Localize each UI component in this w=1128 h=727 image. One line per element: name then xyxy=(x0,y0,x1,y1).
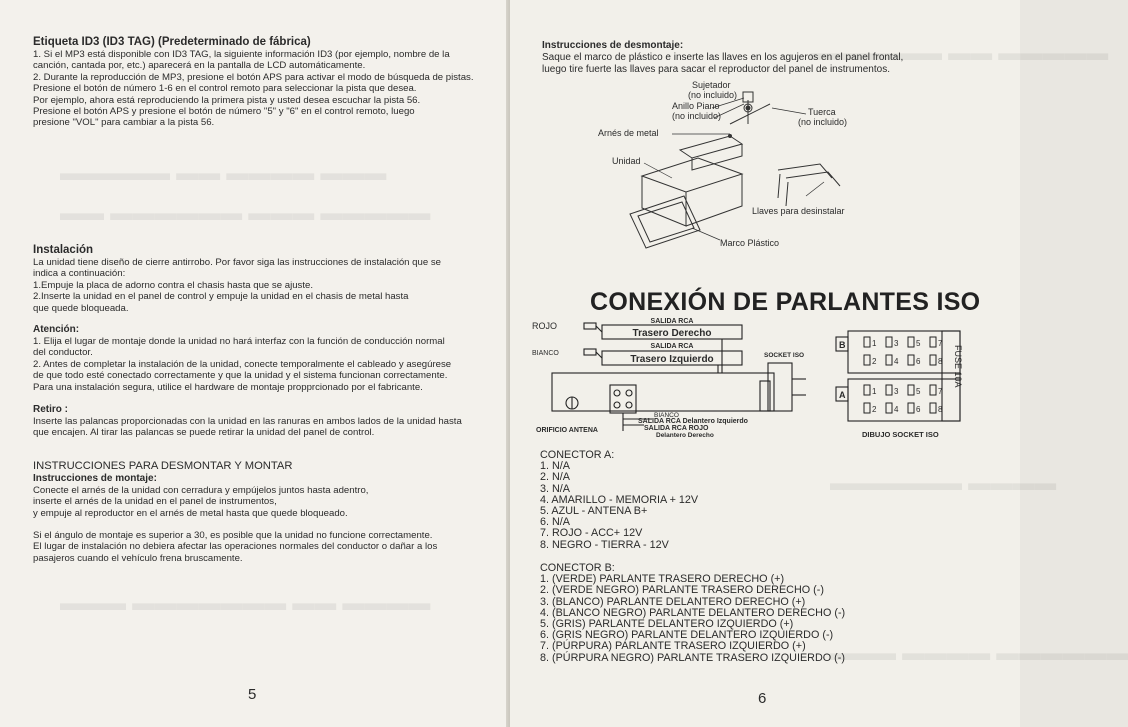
connector-b-item: 3. (BLANCO) PARLANTE DELANTERO DERECHO (+) xyxy=(540,595,806,608)
desmontaje-line: Saque el marco de plástico e inserte las llaves en los agujeros en el panel frontal, xyxy=(542,52,904,63)
bleed-through-text: ▬▬▬▬▬▬ ▬▬▬▬ ▬▬▬ xyxy=(830,640,1128,665)
install-line: 2.Inserte la unidad en el panel de control y empuje la unidad en el chasis de metal hasta xyxy=(33,291,409,303)
label-delantero-derecho: Delantero Derecho xyxy=(656,432,714,439)
id3-line: presione "VOL" para cambiar a la pista 56. xyxy=(33,117,215,129)
angle-line: Si el ángulo de montaje es superior a 30, es posible que la unidad no funcione correctamente. xyxy=(33,530,433,541)
retiro-title: Retiro : xyxy=(33,404,68,415)
install-line: La unidad tiene diseño de cierre antirrobo. Por favor siga las instrucciones de instalación que se xyxy=(33,257,441,268)
label-trasero-izquierdo: Trasero Izquierdo xyxy=(630,354,714,365)
label-no-incluido: (no incluido) xyxy=(688,90,738,100)
left-page xyxy=(0,0,510,727)
connector-a-item: 1. N/A xyxy=(540,460,571,473)
montaje-section xyxy=(33,460,368,519)
connector-a-item: 6. N/A xyxy=(540,516,571,529)
attention-title: Atención: xyxy=(33,324,80,335)
montaje-title: Instrucciones de montaje: xyxy=(33,473,157,484)
label-llaves: Llaves para desinstalar xyxy=(752,206,845,216)
pin-label: 7 xyxy=(938,339,943,348)
angle-line: El lugar de instalación no debiera afectar las operaciones normales del conductor o dañar a los xyxy=(33,541,438,553)
bleed-through-text: ▬▬▬▬▬ ▬▬ ▬▬▬▬▬▬ xyxy=(810,40,1109,65)
angle-line: pasajeros cuando el vehículo frena bruscamente. xyxy=(33,552,243,564)
connector-a-item: 3. N/A xyxy=(540,482,571,495)
attention-line: del conductor. xyxy=(33,347,93,359)
attention-line: 1. Elija el lugar de montaje donde la unidad no hará interfaz con la función de conducción normal xyxy=(33,336,445,347)
id3-section xyxy=(33,36,474,129)
page-number: 5 xyxy=(248,686,257,703)
nut-dot xyxy=(746,106,751,111)
label-no-incluido-2: (no incluido) xyxy=(672,111,722,121)
pin-label: 7 xyxy=(938,387,943,396)
label-connector-a: A xyxy=(839,390,846,400)
pin-label: 3 xyxy=(894,339,899,348)
label-salida-rca-2: SALIDA RCA xyxy=(650,343,694,350)
angle-section xyxy=(33,530,437,564)
pin-label: 1 xyxy=(872,387,877,396)
install-line: 1.Empuje la placa de adorno contra el chasis hasta que se ajuste. xyxy=(33,279,313,291)
label-salida-del-izq: SALIDA RCA Delantero Izquierdo xyxy=(638,418,748,425)
wiring-diagram xyxy=(532,315,962,445)
label-orificio-antena: ORIFICIO ANTENA xyxy=(536,427,598,434)
label-anillo-piano: Anillo Piano xyxy=(672,101,720,111)
desmontaje-title: Instrucciones de desmontaje: xyxy=(542,40,684,51)
id3-line: Por ejemplo, ahora está reproduciendo la primera pista y usted desea escuchar la pista 56. xyxy=(33,94,421,106)
id3-line: 2. Durante la reproducción de MP3, presione el botón APS para activar el modo de búsqueda de pistas. xyxy=(33,71,474,83)
label-salida-rca: SALIDA RCA xyxy=(650,318,694,325)
desmontaje-section xyxy=(542,40,903,75)
attention-section xyxy=(33,324,451,393)
bleed-through-text: ▬▬▬▬ ▬▬▬▬▬▬ xyxy=(830,470,1057,495)
connector-b-title: CONECTOR B: xyxy=(540,562,615,574)
pin-label: 2 xyxy=(872,405,877,414)
connector-b-list xyxy=(540,563,845,664)
label-dibujo-socket: DIBUJO SOCKET ISO xyxy=(862,430,939,439)
label-rojo: ROJO xyxy=(532,321,558,331)
label-fuse: FUSE 10A xyxy=(953,345,963,388)
pin-label: 5 xyxy=(916,387,921,396)
connector-a-title: CONECTOR A: xyxy=(540,449,615,461)
label-marco: Marco Plástico xyxy=(720,238,780,248)
attention-line: 2. Antes de completar la instalación de la unidad, conecte temporalmente el cableado y asegúrese xyxy=(33,358,452,370)
id3-line: canción, cantada por, etc.) aparecerá en la pantalla de LCD automáticamente. xyxy=(33,60,366,72)
pin-label: 4 xyxy=(894,405,899,414)
id3-line: 1. Si el MP3 está disponible con ID3 TAG, la siguiente información ID3 (por ejemplo, nombre de la xyxy=(33,49,450,60)
montaje-line: y empuje al reproductor en el arnés de metal hasta que quede bloqueado. xyxy=(33,507,348,519)
page-number: 6 xyxy=(758,690,767,707)
connector-a-item: 4. AMARILLO - MEMORIA + 12V xyxy=(540,493,699,506)
label-socket-iso: SOCKET ISO xyxy=(764,352,805,359)
pin-label: 1 xyxy=(872,339,877,348)
retiro-line: Inserte las palancas proporcionadas con la unidad en las ranuras en ambos lados de la unidad hasta xyxy=(33,416,462,427)
instructions-title: INSTRUCCIONES PARA DESMONTAR Y MONTAR xyxy=(33,460,293,472)
label-salida-rca-rojo: SALIDA RCA ROJO xyxy=(644,425,709,432)
connector-b-item: 4. (BLANCO NEGRO) PARLANTE DELANTERO DERECHO (-) xyxy=(540,606,846,619)
connector-a-item: 8. NEGRO - TIERRA - 12V xyxy=(540,538,669,551)
connector-a-list xyxy=(540,450,698,551)
pin-label: 3 xyxy=(894,387,899,396)
label-arnes: Arnés de metal xyxy=(598,128,659,138)
bleed-through-text: ▬▬▬▬▬ ▬▬▬ ▬▬▬▬▬▬ ▬▬ xyxy=(60,200,431,225)
pin-label: 8 xyxy=(938,405,943,414)
connector-b-item: 6. (GRIS NEGRO) PARLANTE DELANTERO IZQUIERDO (-) xyxy=(540,629,834,642)
right-page xyxy=(510,0,1128,727)
attention-line: de que todo esté conectado correctamente y que la unidad y el sistema funcionan correctamente. xyxy=(33,370,448,382)
label-sujetador: Sujetador xyxy=(692,80,731,90)
pin-label: 4 xyxy=(894,357,899,366)
connector-a-item: 7. ROJO - ACC+ 12V xyxy=(540,527,643,540)
label-connector-b: B xyxy=(839,340,846,350)
montaje-line: inserte el arnés de la unidad en el panel de instrumentos, xyxy=(33,496,277,508)
id3-title: Etiqueta ID3 (ID3 TAG) (Predeterminado de fábrica) xyxy=(33,36,311,48)
pin-label: 5 xyxy=(916,339,921,348)
connector-b-item: 2. (VERDE NEGRO) PARLANTE TRASERO DERECHO (-) xyxy=(540,584,824,597)
label-bianco: BIANCO xyxy=(532,350,559,357)
montaje-line: Conecte el arnés de la unidad con cerradura y empújelos juntos hasta adentro, xyxy=(33,485,369,496)
attention-line: Para una instalación segura, utilice el hardware de montaje propprcionado por el fabricante. xyxy=(33,381,423,393)
retiro-section xyxy=(33,404,462,439)
head-unit-outline xyxy=(552,373,774,411)
install-section xyxy=(33,244,441,314)
label-no-incluido-3: (no incluido) xyxy=(798,117,848,127)
connector-a-item: 5. AZUL - ANTENA B+ xyxy=(540,505,648,518)
label-unidad: Unidad xyxy=(612,156,641,166)
bleed-through-text: ▬▬▬ ▬▬▬▬ ▬▬ ▬▬▬▬▬ xyxy=(60,160,387,185)
retiro-line: que encajen. Al tirar las palancas se puede retirar la unidad del panel de control. xyxy=(33,427,375,439)
bleed-through-text: ▬▬▬▬ ▬▬ ▬▬▬▬▬▬▬ ▬▬▬ xyxy=(60,590,431,615)
installation-diagram xyxy=(580,78,870,253)
desmontaje-line: luego tire fuerte las llaves para sacar el reproductor del panel de instrumentos. xyxy=(542,63,890,75)
connector-b-item: 1. (VERDE) PARLANTE TRASERO DERECHO (+) xyxy=(540,573,785,586)
id3-line: Presione el botón de número 1-6 en el control remoto para seleccionar la pista que desea. xyxy=(33,83,417,95)
pin-label: 2 xyxy=(872,357,877,366)
speaker-connection-title: CONEXIÓN DE PARLANTES ISO xyxy=(590,288,981,316)
harness-dot xyxy=(728,134,732,138)
pin-label: 6 xyxy=(916,405,921,414)
install-line: que quede bloqueada. xyxy=(33,302,129,314)
label-tuerca: Tuerca xyxy=(808,107,836,117)
label-bianco-small: BIANCO xyxy=(654,412,679,419)
pin-label: 8 xyxy=(938,357,943,366)
label-trasero-derecho: Trasero Derecho xyxy=(632,328,712,339)
connector-b-item: 7. (PÚRPURA) PARLANTE TRASERO IZQUIERDO (+) xyxy=(540,640,806,653)
connector-b-item: 8. (PÚRPURA NEGRO) PARLANTE TRASERO IZQUIERDO (-) xyxy=(540,651,845,664)
install-title: Instalación xyxy=(33,244,94,256)
pin-label: 6 xyxy=(916,357,921,366)
connector-a-item: 2. N/A xyxy=(540,471,571,484)
connector-b-item: 5. (GRIS) PARLANTE DELANTERO IZQUIERDO (+) xyxy=(540,618,794,631)
install-line: indica a continuación: xyxy=(33,268,126,280)
id3-line: Presione el botón APS y presione el botón de número "5" y "6" en el control remoto, luego xyxy=(33,106,415,118)
